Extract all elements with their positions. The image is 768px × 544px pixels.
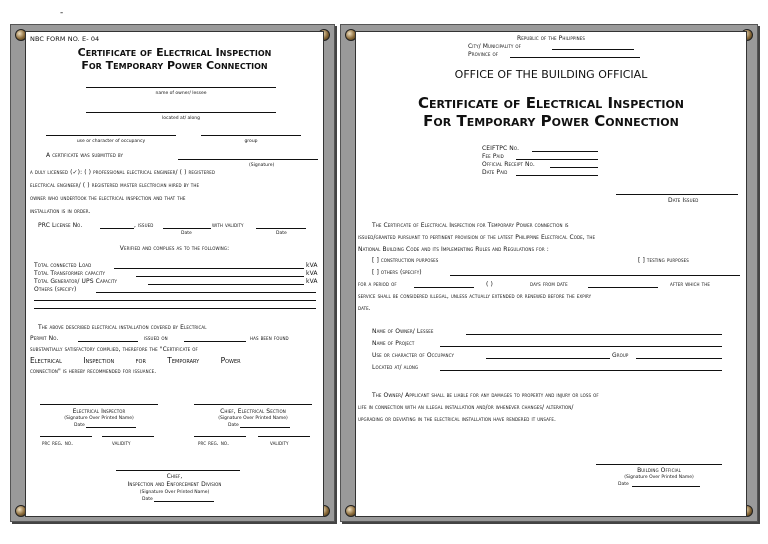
field-project: Name of Project <box>372 340 415 347</box>
option-testing[interactable]: [ ] testing purposes <box>638 257 689 264</box>
located-at-label: located at/ along <box>162 116 200 121</box>
load-others: Others (specify) <box>34 286 77 293</box>
sig-right-sub: (Signature Over Printed Name) <box>218 416 288 421</box>
field-use: Use or character of Occupancy <box>372 352 455 359</box>
para-line4: Electrical Inspection for Temporary Power <box>30 356 241 365</box>
load-unit: kVA <box>306 278 318 285</box>
right-title-line1: Certificate of Electrical Inspection <box>418 94 684 112</box>
date-label-2: Date <box>276 231 287 236</box>
licensed-line: a duly licensed (✓): ( ) professional electrical engineer/ ( ) registered <box>30 169 216 176</box>
validity-right: validity <box>270 440 289 447</box>
building-official-date: Date <box>618 482 629 487</box>
para-line5: connection" is hereby recommended for issuance. <box>30 368 157 375</box>
top-mark: - <box>60 8 64 18</box>
right-form-paper <box>355 31 747 517</box>
period-label: for a period of <box>358 281 397 288</box>
ceiftpc-no-label: CEIFTPC No. <box>482 145 520 152</box>
field-located: Located at/ along <box>372 364 419 371</box>
prc-reg-right: prc reg. no. <box>198 440 230 447</box>
group-label: group <box>244 139 258 144</box>
republic-text: Republic of the Philippines <box>516 35 586 42</box>
province-label: Province of <box>468 51 499 58</box>
certificate-submitted-text: A certificate was submitted by <box>46 152 124 159</box>
building-official-title: Building Official <box>637 467 681 474</box>
left-form-paper <box>25 31 324 517</box>
issued-label: , issued <box>134 222 154 229</box>
option-construction[interactable]: [ ] construction purposes <box>372 257 439 264</box>
liability-line1: The Owner/ Applicant shall be liable for any damages to property and injury or loss of <box>372 392 599 399</box>
sig-left-sub: (Signature Over Printed Name) <box>64 416 134 421</box>
load-unit: kVA <box>306 262 318 269</box>
sig-right-title: Chief, Electrical Section <box>220 408 286 415</box>
load-unit: kVA <box>306 270 318 277</box>
owner-line: owner who undertook the electrical inspection and that the <box>30 195 186 202</box>
days-from-date: days from date <box>530 281 568 288</box>
owner-lessee-label: name of owner/ lessee <box>155 91 207 96</box>
chief-date: Date <box>142 497 153 502</box>
with-validity-label: with validity <box>212 222 244 229</box>
installation-line: installation is in order. <box>30 208 91 215</box>
liability-line3: upgrading or deviating in the electrical installation have rendered it unsafe. <box>358 416 556 423</box>
date-paid-label: Date Paid <box>482 169 508 176</box>
validity-left: validity <box>112 440 131 447</box>
official-receipt-label: Official Receipt No. <box>482 161 535 168</box>
engineer-line: electrical engineer/ ( ) registered master electrician hired by the <box>30 182 200 189</box>
date-label-1: Date <box>181 231 192 236</box>
building-official-sub: (Signature Over Printed Name) <box>624 475 694 480</box>
service-line1: service shall be considered illegal, unless actually extended or renewed before the expiry <box>358 293 592 300</box>
prc-license-label: PRC License No. <box>38 222 83 229</box>
field-group: Group <box>612 352 629 359</box>
fee-paid-label: Fee Paid <box>482 153 504 160</box>
chief-title1: Chief, <box>166 473 183 480</box>
period-paren: ( ) <box>486 281 493 288</box>
sig-left-title: Electrical Inspector <box>72 408 126 415</box>
para-found: has been found <box>250 335 289 342</box>
left-form-panel <box>10 24 335 522</box>
sig-right-date: Date <box>228 423 239 428</box>
sig-left-date: Date <box>74 423 85 428</box>
body-line1: The Certificate of Electrical Inspection for Temporary Power connection is <box>372 222 569 229</box>
load-transformer: Total Transformer capacity <box>34 270 106 277</box>
after-which: after which the <box>670 281 710 288</box>
office-heading: OFFICE OF THE BUILDING OFFICIAL <box>454 68 648 81</box>
chief-sub: (Signature Over Printed Name) <box>139 490 210 495</box>
para-permit-no: Permit No. <box>30 335 59 342</box>
right-title-line2: For Temporary Power Connection <box>423 112 679 130</box>
date-issued-label: Date Issued <box>668 197 699 204</box>
left-title-line2: For Temporary Power Connection <box>81 59 268 72</box>
para-issued-on: issued on <box>144 335 168 342</box>
right-form-panel <box>340 24 758 522</box>
service-line2: date. <box>358 305 371 312</box>
body-line3: National Building Code and its Implementing Rules and Regulations for : <box>358 246 549 253</box>
city-label: City/ Municipality of <box>468 43 522 50</box>
prc-reg-left: prc reg. no. <box>42 440 74 447</box>
left-title-line1: Certificate of Electrical Inspection <box>77 46 272 59</box>
para-line3: substantially satisfactory complied, therefore the "Certificate of <box>30 346 198 353</box>
form-number: NBC FORM NO. E- 04 <box>30 35 100 43</box>
option-others[interactable]: [ ] others (specify) <box>372 269 422 276</box>
liability-line2: life in connection with an illegal installation and/or whenever changes/ alteration/ <box>358 404 574 411</box>
load-total-connected: Total connected Load <box>34 262 92 269</box>
body-line2: issued/granted pursuant to pertinent provision of the latest Philippine Electrical Code, the <box>358 234 596 241</box>
chief-title2: Inspection and Enforcement Division <box>127 481 222 488</box>
signature-label: (Signature) <box>249 163 275 168</box>
field-owner: Name of Owner/ Lessee <box>372 328 434 335</box>
verified-heading: Verified and complies as to the following: <box>119 245 230 252</box>
use-character-label: use or character of occupancy <box>76 139 146 144</box>
para-line1: The above described electrical installation covered by Electrical <box>38 324 207 331</box>
load-generator: Total Generator/ UPS Capacity <box>34 278 118 285</box>
